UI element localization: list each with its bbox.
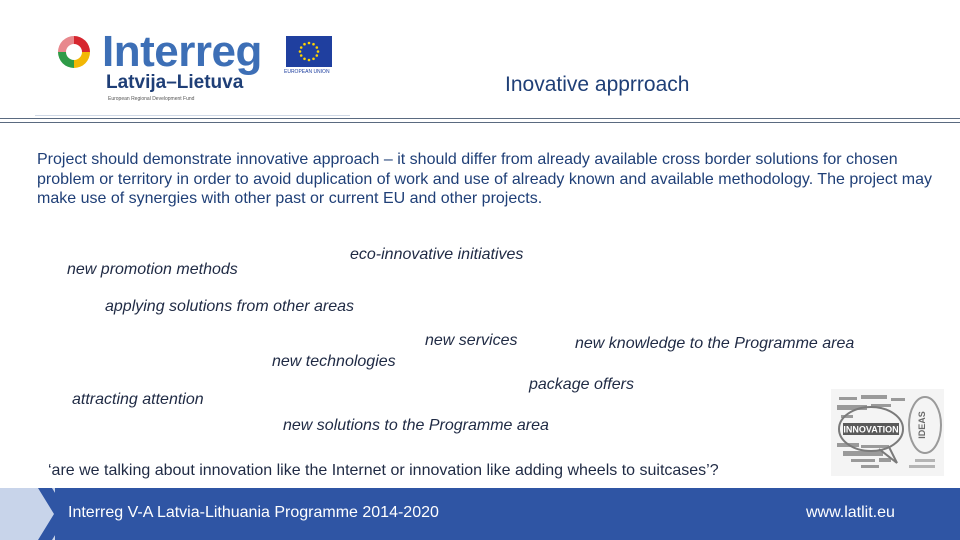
keyword-attention: attracting attention: [72, 391, 204, 408]
keyword-services: new services: [425, 332, 518, 349]
footer-programme-name: Interreg V-A Latvia-Lithuania Programme 2014-2020: [68, 504, 439, 521]
keyword-package: package offers: [529, 376, 634, 393]
keyword-promotion: new promotion methods: [67, 261, 238, 278]
keyword-solutions-other: applying solutions from other areas: [105, 298, 355, 315]
footer-website-link[interactable]: www.latlit.eu: [806, 504, 895, 521]
slide-title: Inovative apprroach: [505, 73, 690, 96]
ideas-word: IDEAS: [917, 411, 927, 439]
keyword-technologies: new technologies: [272, 353, 396, 370]
eu-label: EUROPEAN UNION: [284, 69, 330, 75]
logo-subtitle: Latvija–Lietuva: [106, 72, 244, 93]
keyword-knowledge: new knowledge to the Programme area: [575, 335, 855, 352]
keyword-eco: eco-innovative initiatives: [350, 246, 524, 263]
logo-wordmark: Interreg: [102, 27, 262, 76]
innovation-word: INNOVATION: [843, 424, 899, 435]
divider-bottom: [0, 122, 960, 123]
innovation-quote: ‘are we talking about innovation like the Internet or innovation like adding wheels to suitcases’?: [48, 462, 719, 479]
interreg-logo: [50, 26, 350, 106]
eu-flag-icon: [286, 36, 332, 67]
footer-arrow-icon: [0, 488, 70, 540]
logo-swirl-icon: [54, 32, 94, 72]
logo-underline: [35, 115, 350, 116]
divider-top: [0, 118, 960, 119]
keyword-solutions-programme: new solutions to the Programme area: [283, 417, 549, 434]
innovation-wordcloud-image: [831, 389, 944, 476]
logo-tagline: European Regional Development Fund: [108, 96, 195, 102]
intro-paragraph: Project should demonstrate innovative approach – it should differ from already available cross border solutions for chosen problem or territory in order to avoid duplication of work and use of already known and available methodology. The project may make use of synergies with other past or current EU and other projects.: [37, 151, 933, 207]
